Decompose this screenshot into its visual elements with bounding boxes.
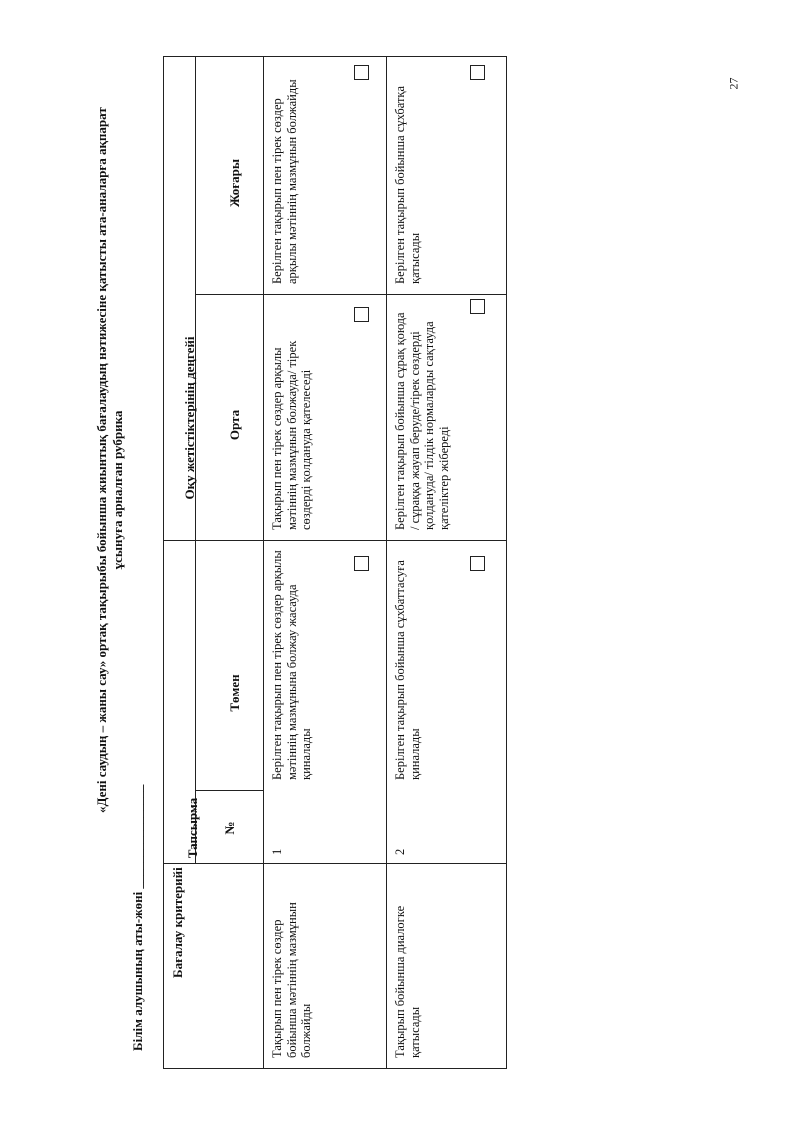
row1-high: Берілген тақырып пен тірек сөздер арқылы мәтіннің мазмұнын болжайды — [270, 79, 299, 284]
row2-task-no: 2 — [393, 848, 407, 855]
row1-low-checkbox[interactable] — [354, 556, 369, 571]
header-high: Жоғары — [227, 158, 242, 208]
header-task-no: № — [222, 821, 237, 835]
row1-task-no: 1 — [270, 848, 284, 855]
page-title: «Дені саудың – жаны сау» ортақ тақырыбы бойынша жиынтық бағалаудың нәтижесіне қатысты ата-аналарға ақпарат — [94, 107, 109, 813]
row1-criteria: Тақырып пен тірек сөздер бойынша мәтіннің мазмұнын болжайды — [270, 902, 313, 1058]
page-subtitle: ұсынуға арналған рубрика — [110, 410, 125, 570]
header-criteria: Бағалау критерийі — [170, 867, 185, 978]
row2-high-checkbox[interactable] — [470, 65, 485, 80]
header-task: Тапсырма — [185, 797, 200, 859]
row1-mid: Тақырып пен тірек сөздер арқылы мәтіннің мазмұнын болжауда/ тірек сөздерді қолдануда қателеседі — [270, 340, 313, 530]
row2-high: Берілген тақырып бойынша сұхбатқа қатысады — [393, 85, 422, 284]
header-low: Төмен — [227, 674, 242, 712]
row2-low-checkbox[interactable] — [470, 556, 485, 571]
row1-mid-checkbox[interactable] — [354, 307, 369, 322]
header-mid: Орта — [227, 409, 242, 441]
row2-criteria: Тақырып бойынша диалогке қатысады — [393, 905, 422, 1058]
row2-mid: Берілген тақырып бойынша сұрақ қоюда / сұраққа жауап беруде/тірек сөздерді қолдануда/ тілдік нормаларды сақтауда қателіктер жібереді — [393, 312, 451, 530]
row1-high-checkbox[interactable] — [354, 65, 369, 80]
header-levels: Оқу жетістіктерінің деңгейі — [182, 336, 197, 500]
row2-mid-checkbox[interactable] — [470, 299, 485, 314]
row1-low: Берілген тақырып пен тірек сөздер арқылы мәтіннің мазмұнына болжау жасауда қиналады — [270, 550, 313, 780]
student-name-label: Білім алушының аты-жөні ________________ — [130, 784, 145, 1051]
row2-low: Берілген тақырып бойынша сұхбаттасуға қиналады — [393, 560, 422, 780]
page-number: 27 — [726, 77, 741, 90]
